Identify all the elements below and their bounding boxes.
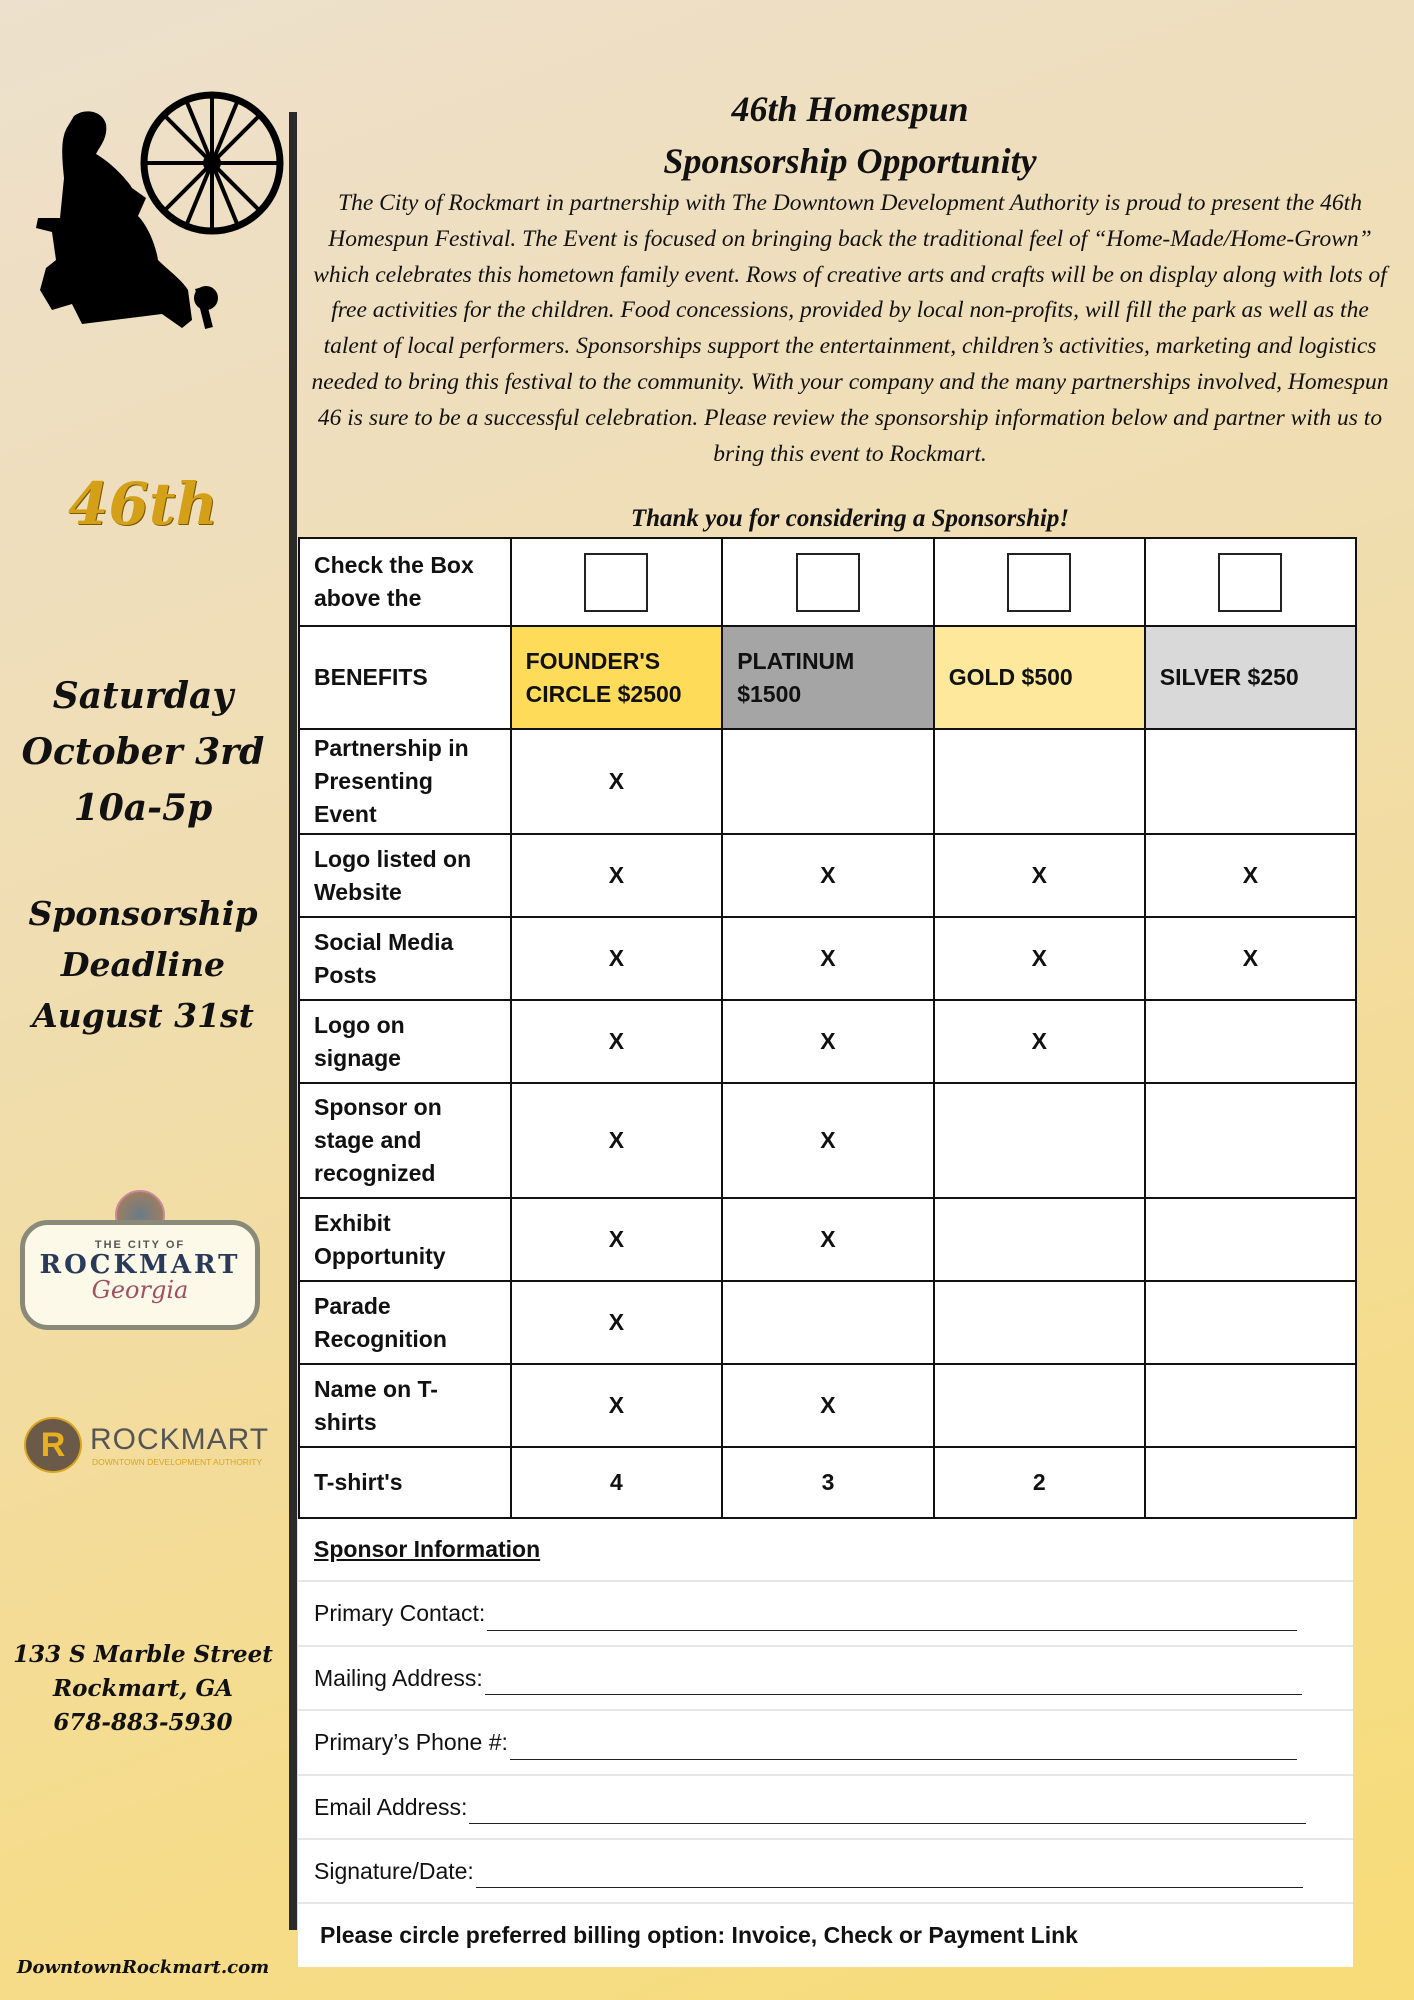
benefit-label: Social Media Posts	[299, 917, 511, 1000]
benefit-row	[299, 729, 1356, 834]
field-label: Primary’s Phone #:	[314, 1729, 508, 1755]
benefit-row	[299, 1083, 1356, 1198]
field-label: Primary Contact:	[314, 1600, 486, 1626]
city-of-rockmart-logo: THE CITY OF ROCKMART Georgia	[20, 1190, 260, 1340]
benefit-label: Sponsor on stage and recognized	[299, 1083, 511, 1198]
benefits-label: BENEFITS	[299, 626, 511, 729]
benefit-cell	[722, 1281, 933, 1364]
benefit-cell: X	[511, 1083, 723, 1198]
primary-contact-field[interactable]	[298, 1582, 1353, 1647]
benefit-cell: X	[511, 729, 723, 834]
rockmart-dda-logo: R ROCKMART DOWNTOWN DEVELOPMENT AUTHORITY	[24, 1415, 274, 1475]
dda-logo-subtitle: DOWNTOWN DEVELOPMENT AUTHORITY	[92, 1457, 263, 1467]
mailing-address-field[interactable]	[298, 1647, 1353, 1711]
tier-gold: GOLD $500	[934, 626, 1145, 729]
tier-checkbox-silver[interactable]	[1218, 553, 1282, 612]
benefit-cell: X	[934, 834, 1145, 917]
benefit-label: Logo on signage	[299, 1000, 511, 1083]
signature-date-field[interactable]	[298, 1840, 1353, 1904]
checkbox-row	[299, 538, 1356, 626]
tier-checkbox-founders[interactable]	[584, 553, 648, 612]
contact-address	[0, 1638, 286, 1740]
benefit-cell: X	[511, 1198, 723, 1281]
date-day: Saturday	[52, 675, 234, 717]
benefit-cell: X	[1145, 917, 1356, 1000]
benefits-table	[298, 537, 1357, 1519]
benefit-cell: X	[722, 1083, 933, 1198]
benefit-cell	[1145, 1000, 1356, 1083]
benefit-row	[299, 1198, 1356, 1281]
thank-you-note: Thank you for considering a Sponsorship!	[630, 505, 1070, 532]
benefit-cell	[1145, 1198, 1356, 1281]
street-address: 133 S Marble Street	[13, 1641, 273, 1668]
benefit-cell: X	[722, 917, 933, 1000]
benefit-cell: X	[1145, 834, 1356, 917]
benefit-cell: X	[934, 917, 1145, 1000]
benefit-cell: X	[511, 1000, 723, 1083]
dda-logo-title: ROCKMART	[90, 1423, 270, 1456]
sponsorship-deadline	[0, 888, 286, 1041]
benefit-label: Name on T-shirts	[299, 1364, 511, 1447]
benefit-cell: X	[934, 1000, 1145, 1083]
benefit-label: T-shirt's	[299, 1447, 511, 1518]
benefit-label: Logo listed on Website	[299, 834, 511, 917]
tier-platinum: PLATINUM $1500	[722, 626, 933, 729]
benefit-cell: X	[511, 1281, 723, 1364]
page-title: 46th Homespun	[731, 89, 969, 129]
benefit-cell	[934, 1198, 1145, 1281]
benefit-cell	[934, 729, 1145, 834]
benefit-cell: X	[722, 1364, 933, 1447]
deadline-line: Deadline	[60, 945, 226, 984]
benefit-cell: 3	[722, 1447, 933, 1518]
benefit-cell: X	[511, 1364, 723, 1447]
phone-field[interactable]	[298, 1711, 1353, 1776]
website-link[interactable]: DowntownRockmart.com	[16, 1957, 270, 1978]
tier-silver: SILVER $250	[1145, 626, 1356, 729]
deadline-date: August 31st	[32, 996, 254, 1035]
tier-header-row	[299, 626, 1356, 729]
benefit-row	[299, 1000, 1356, 1083]
divider-bar	[289, 112, 297, 1930]
benefit-row	[299, 1281, 1356, 1364]
benefit-row	[299, 834, 1356, 917]
benefit-cell	[1145, 1083, 1356, 1198]
field-label: Mailing Address:	[314, 1664, 483, 1691]
date-time: 10a-5p	[73, 787, 213, 829]
benefit-label: Parade Recognition	[299, 1281, 511, 1364]
sponsor-information-form	[298, 1519, 1353, 1967]
check-label: Check the Box above the	[299, 538, 511, 626]
benefit-cell	[934, 1364, 1145, 1447]
benefit-label: Exhibit Opportunity	[299, 1198, 511, 1281]
date-month: October 3rd	[21, 731, 265, 773]
tier-founders: FOUNDER'S CIRCLE $2500	[511, 626, 723, 729]
benefit-cell: X	[511, 917, 723, 1000]
email-field[interactable]	[298, 1776, 1353, 1840]
field-label: Signature/Date:	[314, 1857, 474, 1884]
deadline-line: Sponsorship	[28, 894, 258, 933]
benefit-cell	[934, 1083, 1145, 1198]
intro-paragraph: The City of Rockmart in partnership with The Downtown Development Authority is proud to present the 46th Homespun Festival. The Event is focused on bringing back the traditional feel of “Home-Made/Home-Grown” which celebrates this hometown family event. Rows of creative arts and crafts will be on display along with lots of free activities for the children. Food concessions, provided by local non-profits, will fill the park as well as the talent of local performers. Sponsorships support the entertainment, children’s activities, marketing and logistics needed to bring this festival to the community. With your company and the many partnerships involved, Homespun 46 is sure to be a successful celebration. Please review the sponsorship information below and partner with us to bring this event to Rockmart.	[311, 190, 1389, 467]
city-state: Rockmart, GA	[53, 1675, 233, 1702]
page-subtitle: Sponsorship Opportunity	[663, 141, 1037, 181]
benefit-cell: X	[722, 1000, 933, 1083]
benefit-cell	[934, 1281, 1145, 1364]
benefit-cell	[1145, 1364, 1356, 1447]
billing-option-note: Please circle preferred billing option: Invoice, Check or Payment Link	[320, 1922, 1078, 1948]
phone-number: 678-883-5930	[53, 1709, 233, 1736]
spinning-wheel-silhouette-icon	[14, 88, 286, 333]
benefit-cell: X	[722, 1198, 933, 1281]
benefit-label: Partnership in Presenting Event	[299, 729, 511, 834]
benefit-row	[299, 1364, 1356, 1447]
benefit-cell: X	[722, 834, 933, 917]
event-date	[0, 668, 286, 836]
benefit-cell: 2	[934, 1447, 1145, 1518]
benefit-cell	[722, 729, 933, 834]
tier-checkbox-gold[interactable]	[1007, 553, 1071, 612]
field-label: Email Address:	[314, 1793, 468, 1820]
sponsor-info-heading: Sponsor Information	[314, 1536, 541, 1562]
tier-checkbox-platinum[interactable]	[796, 553, 860, 612]
benefit-row	[299, 917, 1356, 1000]
benefit-cell	[1145, 1281, 1356, 1364]
edition-label: 46th	[68, 470, 218, 538]
benefit-cell: 4	[511, 1447, 723, 1518]
benefit-cell	[1145, 729, 1356, 834]
benefit-cell	[1145, 1447, 1356, 1518]
benefit-cell: X	[511, 834, 723, 917]
benefit-row	[299, 1447, 1356, 1518]
